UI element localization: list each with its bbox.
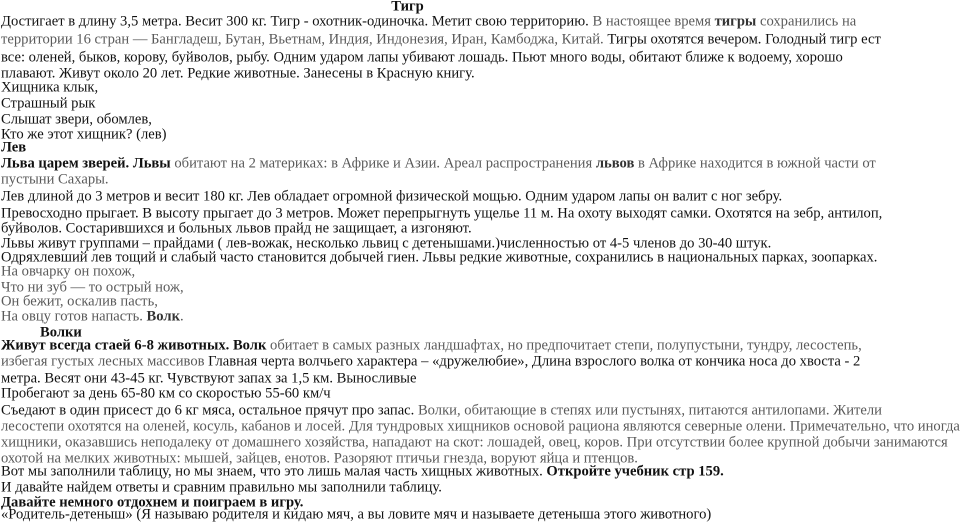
- text-segment: львов: [595, 155, 635, 172]
- text-line: [1, 353, 861, 371]
- text-segment: На овчарку он похож,: [1, 263, 136, 280]
- text-segment: Волк: [146, 308, 180, 325]
- text-segment: «Родитель-детеныш» (Я называю родителя и кидаю мяч, а вы ловите мяч и называете детеныша этого животного): [1, 506, 712, 523]
- text-segment: И давайте найдем ответы и сравним правильно мы заполнили таблицу.: [1, 479, 442, 496]
- text-line: [1, 418, 960, 436]
- text-segment: все: оленей, быков, корову, буйволов, рыбу. Одним ударом лапы убивают лошадь. Пьют много воды, обитают ближе к водоему, хорошо: [1, 49, 843, 66]
- text-line: [1, 264, 814, 281]
- text-segment: Волки: [40, 324, 82, 341]
- text-line: [1, 80, 814, 97]
- text-line: [1, 96, 814, 113]
- text-segment: Живут всегда стаей 6-8 животных. Волк: [1, 337, 267, 354]
- text-segment: В настоящее время: [592, 13, 715, 30]
- text-segment: плавают. Живут около 20 лет. Редкие животные. Занесены в Красную книгу.: [1, 65, 475, 82]
- text-line: [1, 507, 814, 524]
- text-segment: Тигр: [391, 0, 424, 15]
- text-segment: Главная черта волчьего характера – «дружелюбие», Длина взрослого волка от кончика носа до хвоста - 2: [208, 353, 861, 370]
- text-segment: Достигает в длину 3,5 метра. Весит 300 кг. Тигр - охотник-одиночка. Метит свою территорию.: [1, 13, 593, 30]
- text-segment: Лев длиной до 3 метров и весит 180 кг. Лев обладает огромной физической мощью. Одним ударом лапы он валит с ног зебру.: [1, 188, 783, 205]
- text-segment: Давайте немного отдохнем и поиграем в игру.: [1, 494, 304, 511]
- text-segment: Хищника клык,: [1, 79, 99, 96]
- text-segment: Превосходно прыгает. В высоту прыгает до 3 метров. Может перепрыгнуть ущелье 11 м. На охоту выходят самки. Охотятся на зебр, антилоп,: [1, 205, 883, 222]
- text-segment: буйволов. Состарившихся и больных львов прайд не защищает, а изгоняют.: [1, 220, 472, 237]
- text-line: [1, 13, 857, 31]
- text-line: [1, 189, 814, 206]
- text-segment: .: [179, 308, 184, 325]
- text-line: [1, 337, 862, 355]
- text-segment: обитает в самых разных ландшафтах, но предпочитает степи, полупустыни, тундру, лесостепь,: [266, 337, 862, 354]
- text-segment: Съедают в один присест до 6 кг мяса, остальное прячут про запас.: [1, 402, 418, 419]
- text-segment: Он бежит, оскалив пасть,: [1, 293, 158, 310]
- text-line: [1, 140, 814, 157]
- text-line: [1, 386, 814, 403]
- text-segment: сохранились на: [756, 13, 857, 30]
- text-line: [1, 402, 882, 420]
- text-segment: тигры: [714, 13, 757, 30]
- text-segment: Волки, обитающие в степях или пустынях, питаются антилопами. Жители: [417, 402, 882, 419]
- text-line: [1, 464, 814, 481]
- text-segment: метра. Весят они 43-45 кг. Чувствуют запах за 1,5 км. Выносливые: [1, 370, 417, 387]
- text-segment: Тигры охотятся вечером. Голодный тигр ест: [607, 31, 881, 48]
- text-segment: территории 16 стран — Бангладеш, Бутан, Вьетнам, Индия, Индонезия, Иран, Камбоджа, Китай.: [1, 31, 608, 48]
- text-segment: Кто же этот хищник? (лев): [1, 126, 167, 143]
- text-line: [1, 434, 948, 452]
- text-segment: пустыни Сахары.: [1, 171, 109, 188]
- text-segment: обитают на 2 материках: в Африке и Азии. Ареал распространения: [170, 155, 596, 172]
- text-segment: Одряхлевший лев тощий и слабый часто становится добычей гиен. Львы редкие животные, сохранились в национальных парках, зоопарках.: [1, 249, 878, 266]
- text-line: [1, 172, 814, 189]
- text-segment: в Африке находится в южной части от: [634, 155, 876, 172]
- text-segment: На овцу готов напасть.: [1, 308, 147, 325]
- text-segment: Вот мы заполнили таблицу, но мы знаем, что это лишь малая часть хищных животных.: [1, 463, 547, 480]
- text-segment: Львы живут группами – прайдами ( лев-вожак, несколько львиц с детенышами.)численностью от 4-5 членов до 30-40 штук.: [1, 235, 772, 252]
- text-segment: избегая густых лесных массивов: [1, 353, 209, 370]
- text-line: [1, 309, 814, 326]
- text-segment: хищники, оказавшись неподалеку от домашнего хозяйства, нападают на скот: лошадей, овец, коров. При отсутствии более крупной добычи занимаются: [1, 434, 948, 451]
- text-segment: Откройте учебник стр 159.: [546, 463, 724, 480]
- text-segment: Пробегают за день 65-80 км со скоростью 55-60 км/ч: [1, 385, 331, 402]
- text-segment: Страшный рык: [1, 95, 96, 112]
- text-segment: Слышат звери, обомлев,: [1, 111, 152, 128]
- text-line: [1, 49, 843, 67]
- text-segment: Что ни зуб — то острый нож,: [1, 279, 184, 296]
- text-line: [1, 155, 876, 173]
- text-segment: лесостепи охотятся на оленей, косуль, кабанов и лосей. Для тундровых хищников основой рациона являются северные олени. Примечательно, что иногда: [1, 418, 960, 435]
- text-segment: охотой на мелких животных: мышей, зайцев, енотов. Разоряют птичьи гнезда, воруют яйца и птенцов.: [1, 450, 638, 467]
- text-segment: Льва царем зверей. Львы: [1, 155, 171, 172]
- text-line: [1, 31, 881, 49]
- text-segment: Лев: [1, 139, 27, 156]
